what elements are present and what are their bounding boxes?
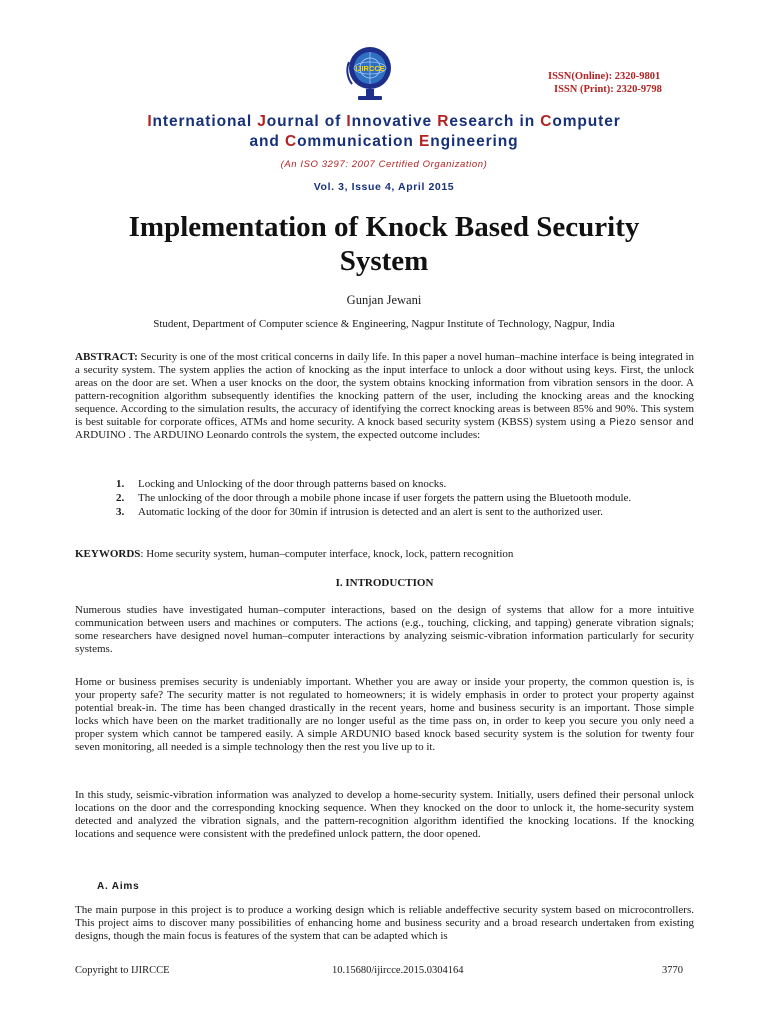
journal-title-line2 (60, 132, 708, 152)
journal-title-word: esearch in (449, 113, 541, 130)
journal-title-line1 (60, 112, 708, 132)
journal-title (60, 112, 708, 152)
keywords-label: KEYWORDS (75, 548, 141, 560)
paper-title-line1: Implementation of Knock Based Security (128, 211, 640, 243)
abstract-text: Security is one of the most critical concerns in daily life. In this paper a novel human–machine interface is being integrated in a security system. The system applies the action of knocking as the input interface to unlock a door without using keys. First, the unlock areas on the door are set. When a user knocks on the door, the system obtains knocking information from vibration sensors in the door. A pattern-recognition algorithm subsequently identifies the knocking pattern of the user, including the knocking areas and the knocking sequence. According to the simulation results, the accuracy of identifying the correct knocking areas is between 85% and 90%. This system is best suitable for corporate offices, ATMs and home security. A knock based security system (KBSS) system (75, 351, 695, 428)
journal-title-word: ommunication (297, 133, 419, 150)
journal-title-initial: R (437, 113, 450, 130)
abstract (75, 351, 694, 442)
intro-paragraph-3: In this study, seismic-vibration information was analyzed to develop a home-security system. Initially, users defined their personal unlock locations on the door and the corresponding knocking sequence. When they knocked on the door to unlock it, the home-security system detected and analyzed the vibration signals, and the pattern-recognition algorithm identified the knocking locations. If the knocking locations and sequence were consistent with the predefined unlock pattern, the door opened. (75, 789, 694, 840)
outcomes-list (116, 478, 694, 520)
journal-logo (340, 44, 400, 106)
journal-title-word: ournal of (266, 113, 347, 130)
journal-subtitle: (An ISO 3297: 2007 Certified Organization) (280, 159, 488, 170)
keywords-text: : Home security system, human–computer interface, knock, lock, pattern recognition (140, 548, 514, 560)
issn-print: ISSN (Print): 2320-9798 (554, 84, 662, 95)
issn-block (548, 70, 708, 96)
journal-title-initial: C (284, 133, 298, 150)
keywords (75, 548, 694, 561)
footer-copyright: Copyright to IJIRCCE (75, 965, 170, 976)
subsection-heading-aims: A. Aims (97, 881, 140, 892)
list-item-text: The unlocking of the door through a mobile phone incase if user forgets the pattern using the Bluetooth module. (138, 492, 632, 504)
intro-paragraph-2: Home or business premises security is undeniably important. Whether you are away or inside your property, the common question is, is your property safe? The security matter is not regulated to homeowners; it is widely emphasis in order to protect your property against potential break-in. The time has been changed drastically in the recent years, home and business security is an important. Those simple locks which have been on the market traditionally are no longer useful as the time pass on, in order to keep you secure you only need a proper system which cannot be tampered easily. A simple ARDUNIO based knock based security system is the solution for twenty four seven monitoring, all needed is a simple technology then the rest you live up to it. (75, 676, 694, 753)
footer-doi: 10.15680/ijircce.2015.0304164 (332, 965, 464, 976)
list-item (116, 506, 694, 519)
section-heading-introduction: I. INTRODUCTION (335, 577, 434, 589)
list-item (116, 478, 694, 491)
journal-title-initial: E (419, 133, 431, 150)
journal-title-initial: C (540, 113, 553, 130)
list-item-number: 2. (116, 492, 125, 504)
author-name: Gunjan Jewani (346, 293, 422, 307)
list-item-number: 1. (116, 478, 125, 490)
journal-title-word: nternational (152, 113, 258, 130)
journal-title-initial: I (346, 113, 352, 130)
journal-title-word: nnovative (351, 113, 438, 130)
abstract-text-sans: using a Piezo sensor and (566, 417, 694, 428)
issn-online: ISSN(Online): 2320-9801 (548, 71, 661, 82)
logo-text: IJIRCCE (355, 64, 385, 73)
abstract-label: ABSTRACT: (75, 351, 138, 363)
journal-title-initial: J (257, 113, 267, 130)
list-item-text: Locking and Unlocking of the door through patterns based on knocks. (138, 478, 447, 490)
author-affiliation: Student, Department of Computer science & Engineering, Nagpur Institute of Technology, Nagpur, India (153, 318, 615, 330)
journal-title-word: omputer (552, 113, 621, 130)
journal-volume: Vol. 3, Issue 4, April 2015 (313, 181, 455, 193)
journal-title-word: ngineering (430, 133, 519, 150)
aims-paragraph: The main purpose in this project is to produce a working design which is reliable andeffective security system based on microcontrollers. This project aims to discover many possibilities of enhancing home and business security and a broad research undertaken from existing designs, though the main focus is features of the system that can be adapted which is (75, 904, 694, 942)
paper-title (60, 210, 708, 278)
paper-title-line2: System (339, 245, 429, 277)
footer-page-number: 3770 (662, 965, 683, 976)
list-item-number: 3. (116, 506, 125, 518)
intro-paragraph-1: Numerous studies have investigated human–computer interactions, based on the design of systems that allow for a more intuitive communication between users and machines or computers. The actions (e.g., touching, clicking, and tapping) generate vibration signals; some researchers have designed novel human–computer interactions by analyzing seismic-vibration information particularly for security systems. (75, 604, 694, 655)
abstract-text-end: ARDUINO . The ARDUINO Leonardo controls the system, the expected outcome includes: (75, 429, 481, 441)
journal-title-word: and (249, 133, 285, 150)
list-item (116, 492, 694, 505)
list-item-text: Automatic locking of the door for 30min if intrusion is detected and an alert is sent to the authorized user. (138, 506, 603, 518)
journal-title-initial: I (147, 113, 153, 130)
